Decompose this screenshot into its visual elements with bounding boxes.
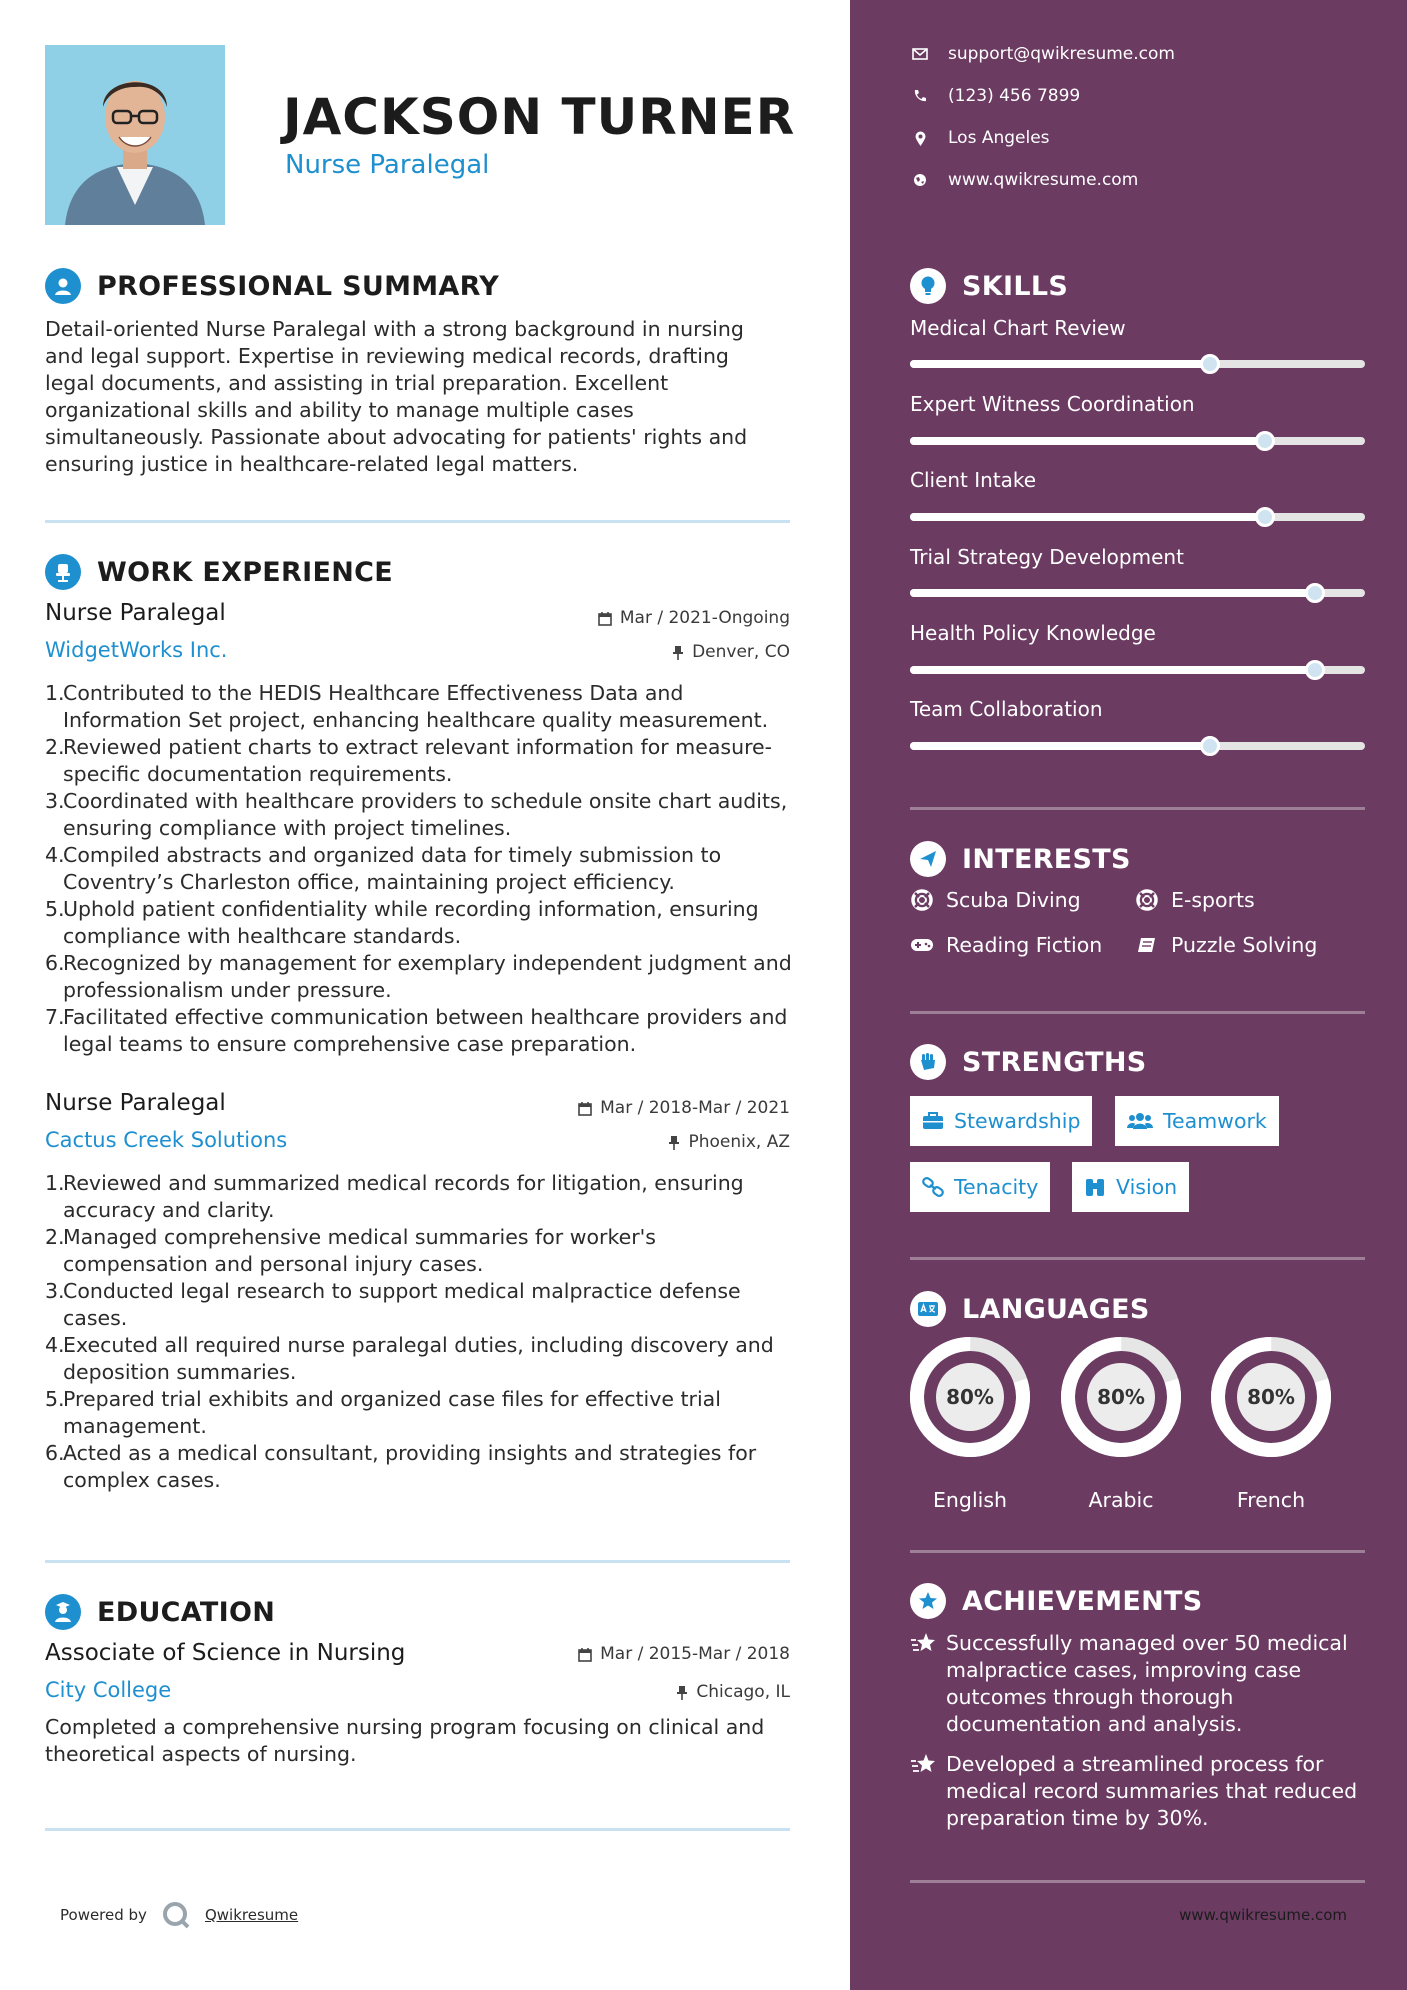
skill-bar — [910, 589, 1365, 597]
strength-label: Stewardship — [954, 1109, 1081, 1133]
list-item: 2. Reviewed patient charts to extract relevant information for measure-specific documentation requirements. — [45, 735, 773, 786]
skill-bar — [910, 513, 1365, 521]
book-icon — [1137, 936, 1157, 954]
language-percent: 80% — [1247, 1385, 1295, 1409]
section-divider — [45, 1560, 790, 1563]
graduate-icon — [45, 1594, 81, 1630]
skill-label: Health Policy Knowledge — [910, 621, 1156, 645]
language-label: French — [1236, 1488, 1306, 1512]
skill-label: Medical Chart Review — [910, 316, 1126, 340]
interest-item — [1135, 933, 1317, 957]
contact-location-text: Los Angeles — [948, 128, 1050, 148]
list-item: 4. Compiled abstracts and organized data for timely submission to Coventry’s Charleston office, maintaining project efficiency. — [45, 843, 722, 894]
strength-chip — [1115, 1096, 1279, 1146]
skill-bar-knob — [1305, 583, 1325, 603]
summary-text: Detail-oriented Nurse Paralegal with a strong background in nursing and legal support. Expertise in reviewing medical records, drafting legal documents, and assisting in trial preparation. Excellent organizational skills and ability to manage multiple cases simultaneously. Passionate about advocating for patients' rights and ensuring justice in healthcare-related legal matters. — [45, 317, 748, 476]
candidate-name: JACKSON TURNER — [283, 88, 796, 146]
contact-email-text: support@qwikresume.com — [948, 44, 1175, 64]
section-divider — [45, 1828, 790, 1831]
education-text: Completed a comprehensive nursing program focusing on clinical and theoretical aspects of nursing. — [45, 1715, 765, 1766]
skill-bar-knob — [1255, 431, 1275, 451]
interest-label: Reading Fiction — [946, 933, 1103, 957]
strengths-heading — [910, 1044, 1147, 1080]
skill-bar — [910, 360, 1365, 368]
experience-heading — [45, 554, 393, 590]
powered-by-label: Powered by — [60, 1906, 147, 1924]
pin-icon — [672, 645, 684, 660]
skills-heading — [910, 268, 1068, 304]
paper-plane-icon — [910, 841, 946, 877]
strength-label: Vision — [1116, 1175, 1178, 1199]
section-divider — [45, 520, 790, 523]
language-label: English — [932, 1488, 1008, 1512]
achievement-item — [910, 1751, 1370, 1832]
education-date — [578, 1644, 790, 1664]
strength-chip — [910, 1162, 1050, 1212]
calendar-icon — [598, 611, 612, 626]
contact-website[interactable] — [910, 170, 1138, 190]
candidate-role: Nurse Paralegal — [285, 150, 490, 180]
footer-website[interactable]: www.qwikresume.com — [1179, 1906, 1347, 1924]
achievements-title: ACHIEVEMENTS — [962, 1585, 1203, 1617]
job-date — [578, 1098, 790, 1118]
list-item: 6. Recognized by management for exemplary independent judgment and professionalism under pressure. — [45, 951, 792, 1002]
list-item: 3. Coordinated with healthcare providers to schedule onsite chart audits, ensuring compliance with project timelines. — [45, 789, 788, 840]
avatar — [45, 45, 225, 225]
job-title: Nurse Paralegal — [45, 600, 226, 626]
job-date-text: Mar / 2018-Mar / 2021 — [600, 1098, 790, 1118]
job-location-text: Phoenix, AZ — [688, 1132, 790, 1152]
skill-bar-fill — [910, 360, 1210, 368]
skill-bar-fill — [910, 589, 1315, 597]
skill-bar — [910, 742, 1365, 750]
sidebar-divider — [910, 1550, 1365, 1553]
star-icon — [910, 1753, 938, 1775]
language-percent: 80% — [946, 1385, 994, 1409]
contact-phone-text: (123) 456 7899 — [948, 86, 1081, 106]
job-company: Cactus Creek Solutions — [45, 1128, 288, 1152]
language-item — [909, 1336, 1031, 1516]
experience-title: WORK EXPERIENCE — [97, 556, 393, 588]
job-duties-list — [45, 680, 795, 1058]
profile-photo — [45, 45, 225, 225]
list-item: 6. Acted as a medical consultant, providing insights and strategies for complex cases. — [45, 1441, 757, 1492]
gamepad-icon — [910, 937, 934, 953]
translate-icon — [910, 1291, 946, 1327]
language-ring — [1060, 1336, 1182, 1458]
phone-icon — [913, 89, 927, 103]
skill-bar-fill — [910, 437, 1265, 445]
globe-icon — [913, 173, 927, 187]
skill-label: Expert Witness Coordination — [910, 392, 1195, 416]
skill-bar-fill — [910, 742, 1210, 750]
map-marker-icon — [915, 131, 926, 146]
sidebar — [850, 0, 1407, 1990]
languages-title: LANGUAGES — [962, 1293, 1150, 1325]
summary-heading — [45, 268, 499, 304]
job-date-text: Mar / 2021-Ongoing — [619, 608, 790, 628]
skill-bar — [910, 437, 1365, 445]
job-location — [668, 1132, 790, 1152]
pin-icon — [668, 1135, 680, 1150]
strength-chip — [910, 1096, 1092, 1146]
fist-icon — [910, 1044, 946, 1080]
skills-title: SKILLS — [962, 270, 1069, 302]
strengths-title: STRENGTHS — [962, 1046, 1147, 1078]
interest-item — [910, 933, 1102, 957]
language-percent: 80% — [1097, 1385, 1145, 1409]
list-item: 1. Reviewed and summarized medical records for litigation, ensuring accuracy and clarity. — [45, 1171, 744, 1222]
job-location-text: Denver, CO — [692, 642, 790, 662]
life-ring-icon — [911, 889, 933, 911]
skill-bar-knob — [1200, 354, 1220, 374]
education-location-text: Chicago, IL — [696, 1682, 790, 1702]
list-item: 7. Facilitated effective communication between healthcare providers and legal teams to ensure comprehensive case preparation. — [45, 1005, 788, 1056]
achievement-text: Developed a streamlined process for medical record summaries that reduced preparation time by 30%. — [946, 1752, 1358, 1830]
summary-title: PROFESSIONAL SUMMARY — [97, 270, 500, 302]
link-icon — [922, 1177, 944, 1197]
language-item — [1210, 1336, 1332, 1516]
skill-label: Trial Strategy Development — [910, 545, 1184, 569]
job-title: Nurse Paralegal — [45, 1090, 226, 1116]
pin-icon — [676, 1685, 688, 1700]
qwikresume-link[interactable]: Qwikresume — [204, 1906, 299, 1924]
achievement-text: Successfully managed over 50 medical malpractice cases, improving case outcomes through thorough documentation and analysis. — [946, 1631, 1348, 1736]
interests-title: INTERESTS — [962, 843, 1131, 875]
users-icon — [1127, 1112, 1153, 1130]
achievement-item — [910, 1630, 1370, 1738]
languages-heading — [910, 1291, 1150, 1327]
interests-heading — [910, 841, 1131, 877]
briefcase-icon — [922, 1112, 944, 1130]
sidebar-divider — [910, 1257, 1365, 1260]
skill-label: Team Collaboration — [910, 697, 1103, 721]
language-label: Arabic — [1088, 1488, 1154, 1512]
list-item: 1. Contributed to the HEDIS Healthcare Effectiveness Data and Information Set project, enhancing healthcare quality measurement. — [45, 681, 769, 732]
calendar-icon — [578, 1647, 592, 1662]
skill-label: Client Intake — [910, 468, 1037, 492]
qwikresume-logo-icon — [161, 1900, 191, 1930]
language-item — [1060, 1336, 1182, 1516]
user-circle-icon — [45, 268, 81, 304]
skill-bar-knob — [1305, 660, 1325, 680]
skill-bar — [910, 666, 1365, 674]
binoculars-icon — [1084, 1177, 1106, 1197]
achievements-heading — [910, 1583, 1203, 1619]
education-heading — [45, 1594, 275, 1630]
interest-label: E-sports — [1171, 888, 1255, 912]
contact-email[interactable] — [910, 44, 1175, 64]
list-item: 2. Managed comprehensive medical summaries for worker's compensation and personal injury cases. — [45, 1225, 656, 1276]
office-chair-icon — [45, 554, 81, 590]
skill-bar-knob — [1255, 507, 1275, 527]
skill-bar-knob — [1200, 736, 1220, 756]
job-location — [672, 642, 790, 662]
job-company: WidgetWorks Inc. — [45, 638, 228, 662]
skill-bar-fill — [910, 666, 1315, 674]
language-ring — [909, 1336, 1031, 1458]
list-item: 5. Uphold patient confidentiality while recording information, ensuring compliance with healthcare standards. — [45, 897, 759, 948]
sidebar-divider — [910, 1011, 1365, 1014]
star-icon — [910, 1632, 938, 1654]
job-duties-list — [45, 1170, 795, 1494]
powered-by — [60, 1900, 298, 1930]
contact-phone[interactable] — [910, 86, 1080, 106]
language-ring — [1210, 1336, 1332, 1458]
skill-bar-fill — [910, 513, 1265, 521]
contact-website-text: www.qwikresume.com — [948, 170, 1139, 190]
interest-label: Puzzle Solving — [1171, 933, 1318, 957]
education-date-text: Mar / 2015-Mar / 2018 — [600, 1644, 790, 1664]
lightbulb-icon — [910, 268, 946, 304]
interest-item — [1135, 888, 1255, 912]
life-ring-icon — [1136, 889, 1158, 911]
school-name: City College — [45, 1678, 172, 1702]
list-item: 5. Prepared trial exhibits and organized case files for effective trial management. — [45, 1387, 721, 1438]
degree-title: Associate of Science in Nursing — [45, 1640, 406, 1666]
strength-label: Tenacity — [954, 1175, 1039, 1199]
education-title: EDUCATION — [97, 1596, 276, 1628]
education-location — [676, 1682, 790, 1702]
interest-label: Scuba Diving — [946, 888, 1081, 912]
interest-item — [910, 888, 1081, 912]
strength-chip — [1072, 1162, 1189, 1212]
envelope-icon — [912, 48, 928, 60]
strength-label: Teamwork — [1163, 1109, 1267, 1133]
sidebar-divider — [910, 807, 1365, 810]
star-badge-icon — [910, 1583, 946, 1619]
list-item: 4. Executed all required nurse paralegal duties, including discovery and deposition summaries. — [45, 1333, 774, 1384]
list-item: 3. Conducted legal research to support medical malpractice defense cases. — [45, 1279, 741, 1330]
calendar-icon — [578, 1101, 592, 1116]
contact-location — [910, 128, 1050, 148]
job-date — [598, 608, 790, 628]
sidebar-divider — [910, 1880, 1365, 1883]
